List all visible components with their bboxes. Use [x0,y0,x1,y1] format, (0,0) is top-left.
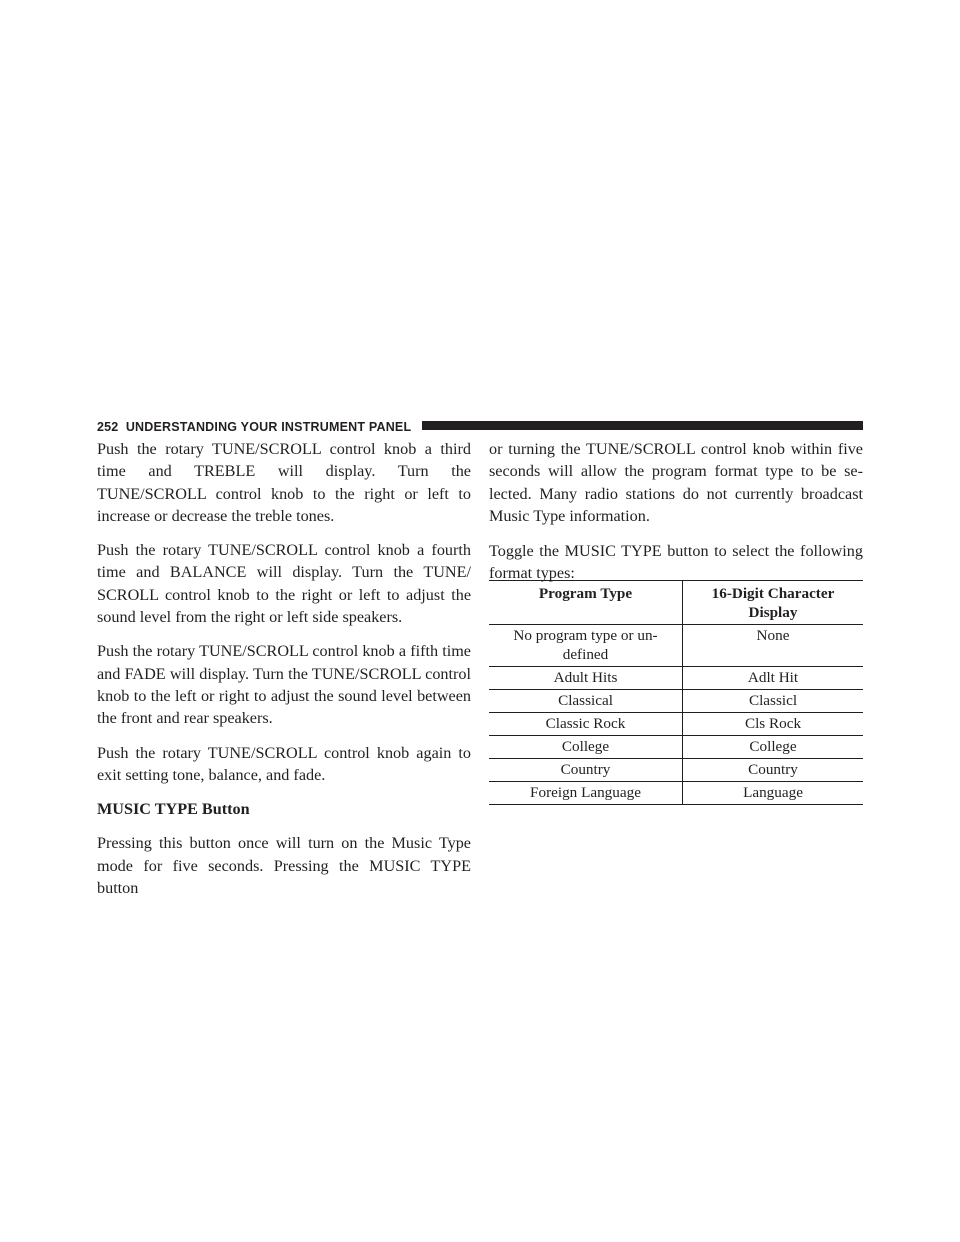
table-cell: Classicl [683,690,864,713]
table-cell: College [489,736,683,759]
paragraph-balance: Push the rotary TUNE/SCROLL control knob a fourth time and BALANCE will display. Turn the TUNE/ SCROLL control knob to the right or left to adjust the sound level from the right or left side speakers. [97,541,471,627]
table-row [489,736,863,759]
section-heading: MUSIC TYPE Button [97,800,250,819]
table-cell: Classic Rock [489,713,683,736]
table-cell: Country [489,759,683,782]
table-row [489,625,863,667]
column-header-display: 16-Digit Character Display [683,581,864,625]
paragraph-treble: Push the rotary TUNE/SCROLL control knob a third time and TREBLE will display. Turn the TUNE/SCROLL control knob to the right or left to increase or decrease the treble tones. [97,440,471,525]
paragraph-toggle: Toggle the MUSIC TYPE button to select the following format types: [489,542,863,583]
table-cell: Foreign Language [489,782,683,805]
page-header [97,419,863,435]
left-column [97,438,471,911]
table-cell: Classical [489,690,683,713]
table-cell: Language [683,782,864,805]
format-types-table [489,580,863,805]
right-column [489,438,863,597]
table-header-row [489,581,863,625]
table-cell: Adult Hits [489,667,683,690]
table-cell: None [683,625,864,667]
table-row [489,667,863,690]
table-cell: Adlt Hit [683,667,864,690]
paragraph-continued: or turning the TUNE/SCROLL control knob within five seconds will allow the program format type to be se- lected. Many radio stations do not currently broadcast Music Type information. [489,440,863,525]
table-row [489,782,863,805]
table-cell: No program type or un- defined [489,625,683,667]
table-row [489,759,863,782]
table-row [489,713,863,736]
page-number: 252 [97,420,119,434]
section-title: UNDERSTANDING YOUR INSTRUMENT PANEL [125,420,412,434]
paragraph-music-type: Pressing this button once will turn on the Music Type mode for five seconds. Pressing the MUSIC TYPE button [97,834,471,898]
table-cell: Country [683,759,864,782]
column-header-program-type: Program Type [489,581,683,625]
table-cell: Cls Rock [683,713,864,736]
header-rule [422,421,863,430]
table-row [489,690,863,713]
header-label [97,419,411,435]
table-cell: College [683,736,864,759]
paragraph-fade: Push the rotary TUNE/SCROLL control knob a fifth time and FADE will display. Turn the TUNE/SCROLL control knob to the left or right to adjust the sound level between the front and rear speakers. [97,642,471,728]
paragraph-exit: Push the rotary TUNE/SCROLL control knob again to exit setting tone, balance, and fade. [97,743,471,784]
